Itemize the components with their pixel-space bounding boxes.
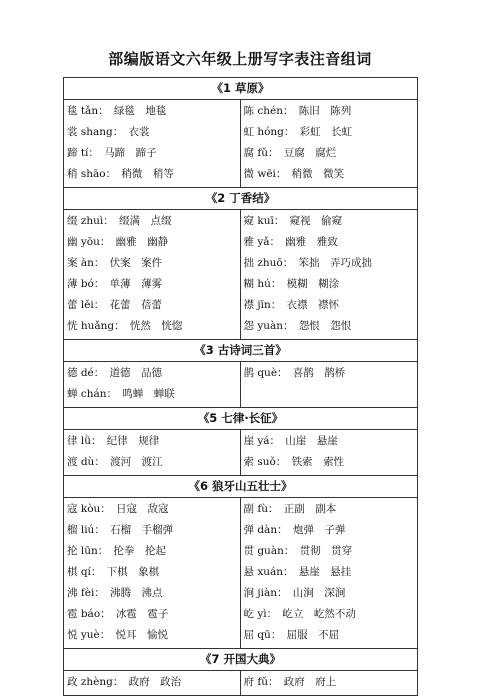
word-1: 鸣蝉 [122, 388, 144, 400]
vocab-row [244, 541, 418, 562]
vocab-row [244, 520, 418, 541]
column-right [241, 100, 418, 187]
section-body [64, 498, 417, 649]
character-pinyin: 薄 bó： [67, 278, 105, 290]
word-1: 悬崖 [298, 566, 320, 578]
character-pinyin: 寇 kòu： [67, 503, 111, 515]
word-1: 花蕾 [109, 299, 131, 311]
character-pinyin: 雅 yǎ： [243, 236, 281, 248]
vocab-row [244, 562, 418, 583]
character-pinyin: 蕾 lěi： [67, 299, 105, 311]
character-pinyin: 政 zhèng： [67, 676, 124, 688]
word-2: 品德 [141, 367, 163, 379]
word-2: 手榴弹 [141, 524, 174, 536]
column-right [241, 362, 418, 407]
character-pinyin: 雹 báo： [67, 608, 111, 620]
word-1: 模糊 [286, 278, 308, 290]
word-1: 抡拳 [113, 545, 135, 557]
character-pinyin: 屹 yì： [243, 608, 278, 620]
column-left [64, 498, 241, 648]
word-1: 炮弹 [292, 524, 314, 536]
word-1: 正副 [283, 503, 305, 515]
word-1: 衣裳 [128, 126, 150, 138]
word-1: 悦耳 [115, 629, 137, 641]
word-1: 山崖 [285, 435, 307, 447]
word-1: 缀满 [119, 215, 141, 227]
vocab-row [244, 143, 418, 164]
vocab-row [67, 295, 240, 316]
word-2: 襟怀 [317, 299, 339, 311]
vocab-row [244, 232, 418, 253]
character-pinyin: 榴 liú： [67, 524, 105, 536]
character-pinyin: 裳 shang： [67, 126, 124, 138]
vocab-row [244, 363, 418, 384]
vocab-row [67, 164, 240, 185]
word-2: 愉悦 [147, 629, 168, 641]
word-1: 石榴 [110, 524, 132, 536]
word-2: 案件 [141, 257, 163, 269]
vocab-row [244, 253, 418, 274]
word-2: 点缀 [150, 215, 172, 227]
vocab-row [67, 625, 240, 646]
word-1: 屹立 [282, 608, 304, 620]
word-2: 雹子 [147, 608, 169, 620]
character-pinyin: 副 fù： [243, 503, 279, 515]
character-pinyin: 毯 tǎn： [67, 105, 109, 117]
character-pinyin: 缀 zhuì： [67, 215, 114, 227]
word-1: 道德 [109, 367, 131, 379]
vocab-row [67, 672, 240, 693]
vocab-row [244, 604, 418, 625]
vocab-row [67, 384, 240, 405]
word-1: 政府 [128, 676, 150, 688]
character-pinyin: 窥 kuī： [243, 215, 285, 227]
word-2: 深涧 [324, 587, 346, 599]
word-1: 稍微 [121, 168, 143, 180]
word-1: 幽雅 [285, 236, 307, 248]
column-right [241, 498, 418, 648]
character-pinyin: 微 wēi： [243, 168, 287, 180]
word-1: 稍微 [291, 168, 313, 180]
character-pinyin: 抡 lūn： [67, 545, 109, 557]
word-2: 雅致 [316, 236, 338, 248]
character-pinyin: 府 fǔ： [243, 676, 279, 688]
character-pinyin: 渡 dù： [67, 456, 105, 468]
word-2: 抡起 [144, 545, 166, 557]
character-pinyin: 糊 hú： [243, 278, 282, 290]
section-body [64, 430, 417, 476]
section-heading: 《6 狼牙山五壮士》 [64, 476, 417, 498]
page-title: 部编版语文六年级上册写字表注音组词 [108, 50, 372, 68]
character-pinyin: 德 dé： [67, 367, 105, 379]
vocab-row [244, 295, 418, 316]
vocab-row [244, 583, 418, 604]
character-pinyin: 崖 yá： [243, 435, 281, 447]
word-1: 屈服 [286, 629, 308, 641]
vocab-row [67, 604, 240, 625]
character-pinyin: 幽 yōu： [67, 236, 111, 248]
column-left [64, 210, 241, 339]
word-2: 子弹 [324, 524, 346, 536]
word-2: 弄巧成拙 [329, 257, 372, 269]
character-pinyin: 案 àn： [67, 257, 105, 269]
character-pinyin: 律 lǜ： [67, 435, 102, 447]
character-pinyin: 虹 hóng： [243, 126, 295, 138]
word-1: 铁索 [291, 456, 313, 468]
vocab-row [67, 211, 240, 232]
word-2: 屹然不动 [313, 608, 356, 620]
word-1: 日寇 [116, 503, 138, 515]
column-left [64, 100, 241, 187]
vocab-row [67, 253, 240, 274]
vocab-row [67, 363, 240, 384]
word-2: 长虹 [331, 126, 353, 138]
word-2: 薄雾 [141, 278, 163, 290]
vocab-row [244, 164, 418, 185]
vocab-row [244, 122, 418, 143]
word-2: 象棋 [138, 566, 160, 578]
word-1: 衣襟 [286, 299, 308, 311]
vocab-row [244, 316, 418, 337]
word-2: 副本 [315, 503, 337, 515]
word-2: 腐烂 [315, 147, 337, 159]
word-2: 恍惚 [161, 320, 183, 332]
word-1: 山涧 [292, 587, 314, 599]
column-left [64, 430, 241, 475]
section-heading: 《1 草原》 [64, 78, 417, 100]
word-1: 贯彻 [299, 545, 321, 557]
word-1: 沸腾 [110, 587, 132, 599]
vocab-row [244, 672, 418, 693]
character-pinyin: 鹊 què： [243, 367, 288, 379]
character-pinyin: 悬 xuán： [243, 566, 294, 578]
word-1: 绿毯 [113, 105, 135, 117]
column-right [241, 671, 418, 695]
word-2: 沸点 [141, 587, 163, 599]
character-pinyin: 屈 qū： [243, 629, 282, 641]
word-2: 微笑 [323, 168, 345, 180]
word-2: 府上 [315, 676, 337, 688]
character-pinyin: 贯 guàn： [243, 545, 295, 557]
column-right [241, 430, 418, 475]
vocab-row [244, 625, 418, 646]
vocab-row [244, 101, 418, 122]
vocab-row [67, 143, 240, 164]
character-pinyin: 稍 shāo： [67, 168, 117, 180]
word-2: 悬崖 [316, 435, 338, 447]
vocab-row [244, 431, 418, 452]
vocab-row [67, 499, 240, 520]
word-2: 索性 [323, 456, 345, 468]
word-1: 豆腐 [283, 147, 305, 159]
word-2: 悬挂 [330, 566, 352, 578]
vocab-table [63, 77, 418, 696]
column-left [64, 671, 241, 695]
section-heading: 《3 古诗词三首》 [64, 340, 417, 362]
vocab-row [67, 122, 240, 143]
word-2: 怨恨 [330, 320, 352, 332]
vocab-row [67, 431, 240, 452]
word-1: 渡河 [110, 456, 132, 468]
word-1: 幽雅 [115, 236, 137, 248]
column-right [241, 210, 418, 339]
character-pinyin: 棋 qí： [67, 566, 102, 578]
word-2: 稍等 [152, 168, 174, 180]
vocab-row [67, 541, 240, 562]
word-1: 恍然 [129, 320, 151, 332]
word-2: 规律 [138, 435, 160, 447]
word-2: 政治 [160, 676, 182, 688]
character-pinyin: 蝉 chán： [67, 388, 118, 400]
vocab-row [67, 274, 240, 295]
section-heading: 《7 开国大典》 [64, 649, 417, 671]
vocab-row [67, 316, 240, 337]
word-2: 贯穿 [331, 545, 353, 557]
section-body [64, 362, 417, 408]
character-pinyin: 涧 jiàn： [243, 587, 288, 599]
character-pinyin: 悦 yuè： [67, 629, 111, 641]
character-pinyin: 腐 fǔ： [243, 147, 279, 159]
word-2: 地毯 [145, 105, 167, 117]
word-1: 政府 [283, 676, 305, 688]
word-1: 笨拙 [298, 257, 320, 269]
vocab-row [67, 101, 240, 122]
vocab-row [244, 211, 418, 232]
word-1: 下棋 [106, 566, 128, 578]
character-pinyin: 怨 yuàn： [243, 320, 294, 332]
word-1: 纪律 [106, 435, 128, 447]
section-heading: 《2 丁香结》 [64, 188, 417, 210]
character-pinyin: 恍 huǎng： [67, 320, 125, 332]
word-1: 单薄 [109, 278, 131, 290]
word-2: 蹄子 [135, 147, 157, 159]
character-pinyin: 弹 dàn： [243, 524, 288, 536]
section-body [64, 210, 417, 340]
section-body [64, 671, 417, 696]
word-1: 陈旧 [298, 105, 320, 117]
vocab-row [244, 452, 418, 473]
word-2: 陈列 [330, 105, 352, 117]
word-1: 窥视 [289, 215, 311, 227]
character-pinyin: 陈 chén： [243, 105, 294, 117]
vocab-row [67, 562, 240, 583]
word-2: 幽静 [147, 236, 169, 248]
section-body [64, 100, 417, 188]
word-2: 渡江 [141, 456, 163, 468]
word-1: 冰雹 [115, 608, 137, 620]
word-1: 马蹄 [104, 147, 126, 159]
word-1: 伏案 [109, 257, 131, 269]
word-1: 怨恨 [298, 320, 320, 332]
word-2: 糊涂 [318, 278, 340, 290]
vocab-row [67, 520, 240, 541]
vocab-row [244, 499, 418, 520]
word-1: 彩虹 [299, 126, 321, 138]
vocab-row [67, 452, 240, 473]
word-2: 鹊桥 [324, 367, 346, 379]
vocab-row [67, 232, 240, 253]
word-2: 蝉联 [153, 388, 175, 400]
character-pinyin: 沸 fèi： [67, 587, 105, 599]
character-pinyin: 襟 jīn： [243, 299, 282, 311]
word-2: 敌寇 [147, 503, 169, 515]
character-pinyin: 蹄 tí： [67, 147, 99, 159]
word-2: 偷窥 [321, 215, 343, 227]
word-1: 喜鹊 [292, 367, 314, 379]
word-2: 蓓蕾 [141, 299, 163, 311]
vocab-row [67, 583, 240, 604]
character-pinyin: 拙 zhuō： [243, 257, 294, 269]
column-left [64, 362, 241, 407]
word-2: 不屈 [318, 629, 340, 641]
section-heading: 《5 七律·长征》 [64, 408, 417, 430]
character-pinyin: 索 suǒ： [243, 456, 287, 468]
vocab-row [244, 274, 418, 295]
